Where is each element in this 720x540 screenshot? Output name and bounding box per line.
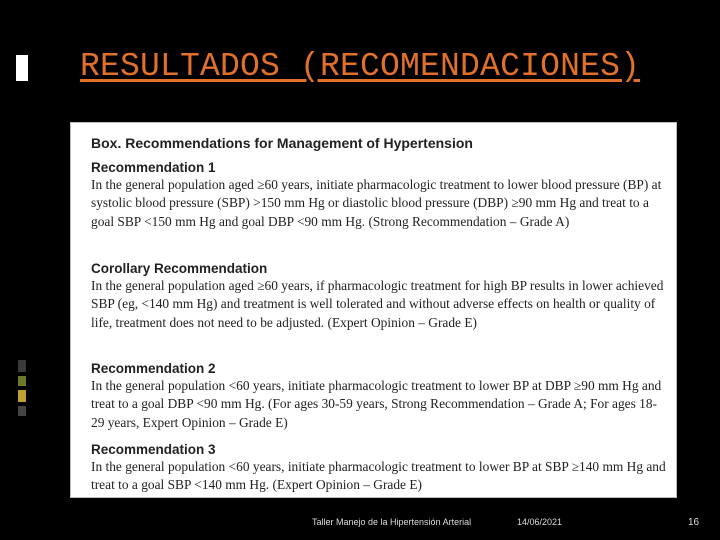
recommendation-text: In the general population <60 years, initiate pharmacologic treatment to lower BP at SBP ≥140 mm Hg and treat to a goal SBP <140 mm Hg. (Expert Opinion – Grade E) — [91, 459, 666, 493]
left-decoration-bar — [0, 0, 29, 540]
recommendation-heading: Corollary Recommendation — [91, 261, 268, 276]
recommendation-heading: Recommendation 1 — [91, 160, 216, 175]
recommendation-text: In the general population <60 years, initiate pharmacologic treatment to lower BP at DBP ≥90 mm Hg and treat to a goal DBP <90 mm Hg. (For ages 30-59 years, Strong Recommendation – Grade A; For ages 18-29 years, Expert Opinion – Grade E) — [91, 378, 662, 430]
recommendation-block — [91, 441, 666, 495]
sidebar-decoration — [18, 390, 26, 402]
footer-text: Taller Manejo de la Hipertensión Arterial — [312, 517, 472, 527]
sidebar-decoration — [18, 360, 26, 372]
recommendation-heading: Recommendation 2 — [91, 361, 216, 376]
recommendation-text: In the general population aged ≥60 years, if pharmacologic treatment for high BP results in lower achieved SBP (eg, <140 mm Hg) and treatment is well tolerated and without adverse effects on health or quality of life, treatment does not need to be adjusted. (Expert Opinion – Grade E) — [91, 278, 664, 330]
sidebar-decoration — [18, 406, 26, 416]
page-number: 16 — [688, 517, 700, 528]
sidebar-decoration — [18, 376, 26, 386]
recommendation-block — [91, 360, 666, 432]
recommendations-box — [70, 122, 677, 498]
box-title: Box. Recommendations for Management of Hypertension — [91, 135, 473, 151]
footer-date: 14/06/2021 — [517, 517, 563, 527]
slide-title: RESULTADOS (RECOMENDACIONES) — [80, 48, 641, 85]
recommendation-heading: Recommendation 3 — [91, 442, 216, 457]
title-marker-square — [16, 55, 28, 81]
recommendation-block — [91, 159, 666, 231]
recommendation-block — [91, 260, 666, 332]
recommendation-text: In the general population aged ≥60 years, initiate pharmacologic treatment to lower blood pressure (BP) at systolic blood pressure (SBP) >150 mm Hg or diastolic blood pressure (DBP) ≥90 mm Hg and treat to a goal SBP <150 mm Hg and goal DBP <90 mm Hg. (Strong Recommendation – Grade A) — [91, 177, 662, 229]
